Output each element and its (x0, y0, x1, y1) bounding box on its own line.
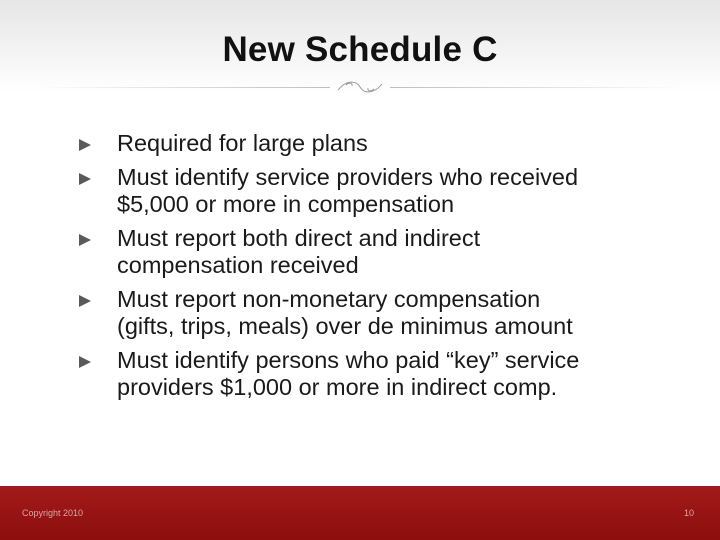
bullet-list (78, 130, 698, 408)
bullet-text-line: Required for large plans (117, 130, 368, 156)
bullet-item (78, 225, 698, 280)
bullet-text-line: (gifts, trips, meals) over de minimus amount (117, 313, 573, 339)
triangle-right-icon (78, 355, 92, 369)
triangle-right-icon (78, 294, 92, 308)
triangle-right-icon (78, 233, 92, 247)
bullet-text-line: providers $1,000 or more in indirect comp. (117, 374, 558, 400)
bullet-text-line: Must identify service providers who received (117, 163, 579, 190)
swirl-ornament-icon (338, 82, 382, 92)
bullet-item (78, 130, 698, 158)
bullet-item (78, 164, 698, 219)
bullet-text-line: Must identify persons who paid “key” service (117, 346, 580, 373)
bullet-text-line: Must report non-monetary compensation (117, 285, 541, 312)
triangle-right-icon (78, 138, 92, 152)
bullet-item (78, 347, 698, 402)
title-divider (0, 76, 720, 100)
bullet-item (78, 286, 698, 341)
bullet-text-line: Must report both direct and indirect (117, 224, 481, 251)
bullet-text-line: compensation received (117, 252, 359, 278)
footer-copyright: Copyright 2010 (22, 508, 84, 518)
slide-title: New Schedule C (222, 30, 498, 69)
page-number: 10 (683, 508, 694, 518)
bullet-text-line: $5,000 or more in compensation (117, 191, 455, 217)
footer-bar (0, 486, 720, 540)
triangle-right-icon (78, 172, 92, 186)
